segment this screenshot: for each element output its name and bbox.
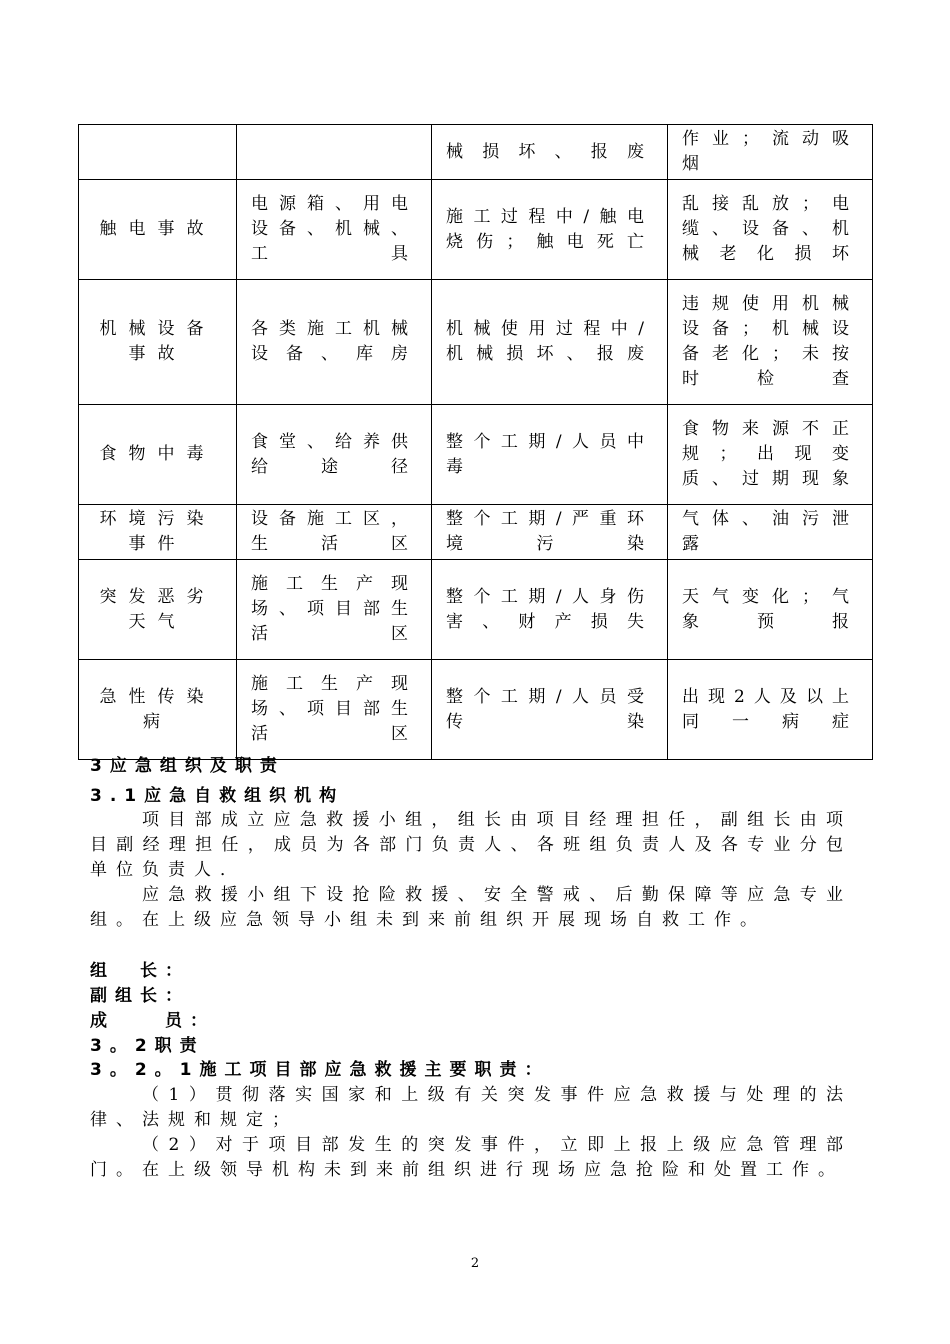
table-cell: 施工生产现场、项目部生活区 xyxy=(237,660,432,760)
table-cell: 出现2人及以上同一病症 xyxy=(668,660,873,760)
table-cell: 设备施工区，生活区 xyxy=(237,505,432,560)
table-cell: 机械使用过程中/机械损坏、报废 xyxy=(432,280,668,405)
risk-table xyxy=(78,124,873,760)
table-cell: 气体、油污泄露 xyxy=(668,505,873,560)
table-cell: 环境污染事件 xyxy=(79,505,237,560)
table-cell: 整个工期/人员受传染 xyxy=(432,660,668,760)
table-cell xyxy=(79,125,237,180)
table-cell: 作业；流动吸烟 xyxy=(668,125,873,180)
paragraph-team: 项目部成立应急救援小组，组长由项目经理担任，副组长由项目副经理担任，成员为各部门负责人、各班组负责人及各专业分包单位负责人． xyxy=(90,810,852,880)
table-row xyxy=(79,280,873,405)
table-cell: 各类施工机械设备、库房 xyxy=(237,280,432,405)
table-cell: 施工生产现场、项目部生活区 xyxy=(237,560,432,660)
members-label: 成 员： xyxy=(90,1011,215,1031)
table-cell: 电源箱、用电设备、机械、工具 xyxy=(237,180,432,280)
table-cell: 食物中毒 xyxy=(79,405,237,505)
table-cell: 整个工期/人身伤害、财产损失 xyxy=(432,560,668,660)
paragraph-subgroups: 应急救援小组下设抢险救援、安全警戒、后勤保障等应急专业组。在上级应急领导小组未到来前组织开展现场自救工作。 xyxy=(90,885,852,930)
section-3-2-1-heading: 3。2。1施工项目部应急救援主要职责： xyxy=(90,1060,550,1080)
table-row xyxy=(79,505,873,560)
table-row xyxy=(79,660,873,760)
table-cell: 机械设备事故 xyxy=(79,280,237,405)
duty-item-2: （2）对于项目部发生的突发事件，立即上报上级应急管理部门。在上级领导机构未到来前组织进行现场应急抢险和处置工作。 xyxy=(90,1135,852,1180)
section-3-1-heading: 3.1应急自救组织机构 xyxy=(90,786,345,806)
duty-item-1: （1）贯彻落实国家和上级有关突发事件应急救援与处理的法律、法规和规定； xyxy=(90,1085,852,1130)
deputy-leader-label: 副组长： xyxy=(90,986,190,1006)
table-cell: 天气变化；气象预报 xyxy=(668,560,873,660)
table-cell: 械损坏、报废 xyxy=(432,125,668,180)
table-row xyxy=(79,180,873,280)
section-3-heading: 3应急组织及职责 xyxy=(90,756,285,776)
page-number: 2 xyxy=(470,1256,480,1271)
table-cell: 违规使用机械设备；机械设备老化；未按时检查 xyxy=(668,280,873,405)
table-row xyxy=(79,405,873,505)
table-cell: 食堂、给养供给途径 xyxy=(237,405,432,505)
leader-label: 组 长： xyxy=(90,961,190,981)
table-cell: 急性传染病 xyxy=(79,660,237,760)
table-row xyxy=(79,125,873,180)
table-cell xyxy=(237,125,432,180)
table-cell: 整个工期/严重环境污染 xyxy=(432,505,668,560)
table-cell: 食物来源不正规；出现变质、过期现象 xyxy=(668,405,873,505)
table-cell: 乱接乱放；电缆、设备、机械老化损坏 xyxy=(668,180,873,280)
section-3-2-heading: 3。2职责 xyxy=(90,1036,205,1056)
table-cell: 突发恶劣天气 xyxy=(79,560,237,660)
table-cell: 施工过程中/触电烧伤；触电死亡 xyxy=(432,180,668,280)
table-row xyxy=(79,560,873,660)
table-cell: 整个工期/人员中毒 xyxy=(432,405,668,505)
table-cell: 触电事故 xyxy=(79,180,237,280)
